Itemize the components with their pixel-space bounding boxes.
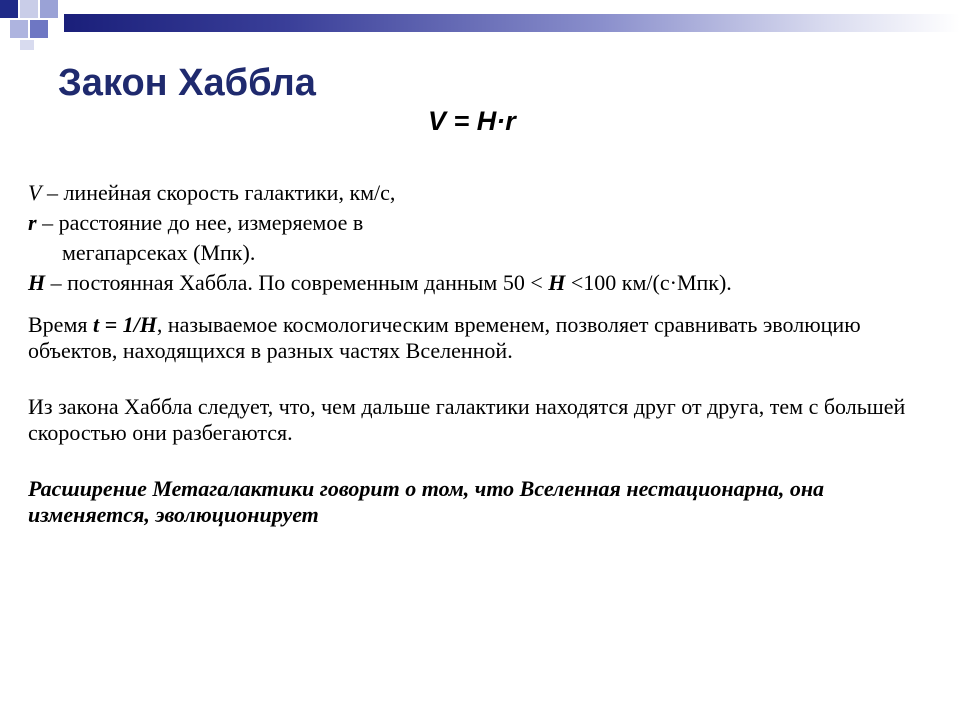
definition-r-continuation: мегапарсеках (Мпк).	[62, 240, 256, 265]
decor-square	[10, 20, 28, 38]
paragraph-hubble-consequence: Из закона Хаббла следует, что, чем дальше галактики находятся друг от друга, тем с большей скоростью они разбегаются.	[28, 394, 906, 445]
time-description: , называемое космологическим временем, позволяет сравнивать эволюцию объектов, находящихся в разных частях Вселенной.	[28, 312, 861, 363]
decor-square	[20, 40, 34, 50]
time-prefix: Время	[28, 312, 93, 337]
symbol-r: r	[28, 210, 37, 235]
paragraph-conclusion: Расширение Метагалактики говорит о том, что Вселенная нестационарна, она изменяется, эволюционирует	[28, 476, 825, 527]
hubble-formula: V = H·r	[428, 106, 516, 136]
slide-body	[28, 178, 928, 528]
symbol-v: V	[28, 180, 42, 205]
decor-square	[30, 20, 48, 38]
time-formula: t = 1/H	[92, 312, 157, 337]
decor-square	[0, 0, 18, 18]
definition-h	[28, 268, 928, 298]
definition-r-text: – расстояние до нее, измеряемое в	[36, 210, 364, 235]
slide-title: Закон Хаббла	[58, 62, 316, 104]
paragraph-cosmological-time	[28, 312, 928, 364]
symbol-h: H	[28, 270, 46, 295]
definition-h-range: <100 км/(с·Мпк).	[565, 270, 732, 295]
header-gradient-bar	[64, 14, 960, 32]
definition-r	[28, 208, 928, 238]
decor-square	[20, 0, 38, 18]
symbol-h-inline: H	[548, 270, 566, 295]
definition-v	[28, 178, 928, 208]
definition-h-text: – постоянная Хаббла. По современным данным 50 <	[45, 270, 549, 295]
definition-v-text: – линейная скорость галактики, км/с,	[41, 180, 396, 205]
decor-square	[40, 0, 58, 18]
